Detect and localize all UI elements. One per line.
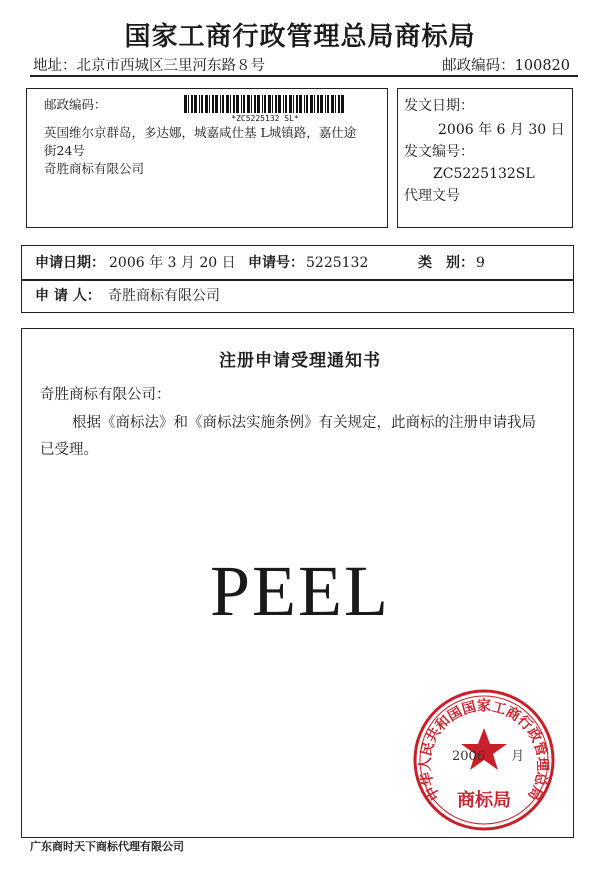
dispatch-number: ZC5225132SL (433, 166, 535, 182)
applicant-label: 申 请 人： (35, 288, 101, 304)
agent-ref-label: 代理文号 (404, 188, 460, 204)
footer-agency: 广东商时天下商标代理有限公司 (30, 840, 184, 853)
applicant-name: 奇胜商标有限公司 (108, 288, 220, 304)
dispatch-date-label: 发文日期： (404, 98, 474, 114)
document-title: 国家工商行政管理总局商标局 (124, 22, 476, 52)
seal-center-text: 商标局 (457, 790, 511, 811)
recipient-address-line2: 街24号 (44, 143, 85, 158)
barcode (184, 95, 346, 113)
office-address: 地址：北京市西城区三里河东路８号 (33, 58, 265, 74)
office-postcode: 邮政编码：100820 (442, 58, 570, 74)
notice-body-line2: 已受理。 (40, 442, 98, 458)
barcode-text: *ZC5225132 SL* (231, 114, 299, 123)
application-number-label: 申请号： (248, 255, 304, 271)
dispatch-date: 2006 年 6 月 30 日 (438, 122, 565, 138)
recipient-postcode-label: 邮政编码： (44, 97, 107, 112)
seal-date: 2006 月 (452, 749, 525, 764)
recipient-address-line1: 英国维尔京群岛，多达娜，城嘉咸仕基 L城镇路，嘉仕途 (44, 125, 357, 140)
dispatch-number-label: 发文编号： (404, 144, 474, 160)
application-date: 2006 年 3 月 20 日 (109, 255, 236, 271)
class-label: 类 别： (418, 255, 474, 271)
trademark-text: PEEL (210, 551, 390, 631)
header-rule (30, 75, 578, 77)
class-value: 9 (476, 255, 485, 271)
seal-ring-text: 中华人民共和国国家工商行政管理总局 (417, 698, 551, 803)
application-date-label: 申请日期： (35, 255, 105, 271)
notice-body-line1: 根据《商标法》和《商标法实施条例》有关规定，此商标的注册申请我局 (72, 415, 536, 431)
notice-title: 注册申请受理通知书 (219, 351, 381, 371)
info-divider (22, 279, 573, 281)
application-number: 5225132 (306, 255, 369, 271)
recipient-agent: 奇胜商标有限公司 (44, 161, 145, 176)
notice-addressee: 奇胜商标有限公司： (40, 387, 171, 403)
